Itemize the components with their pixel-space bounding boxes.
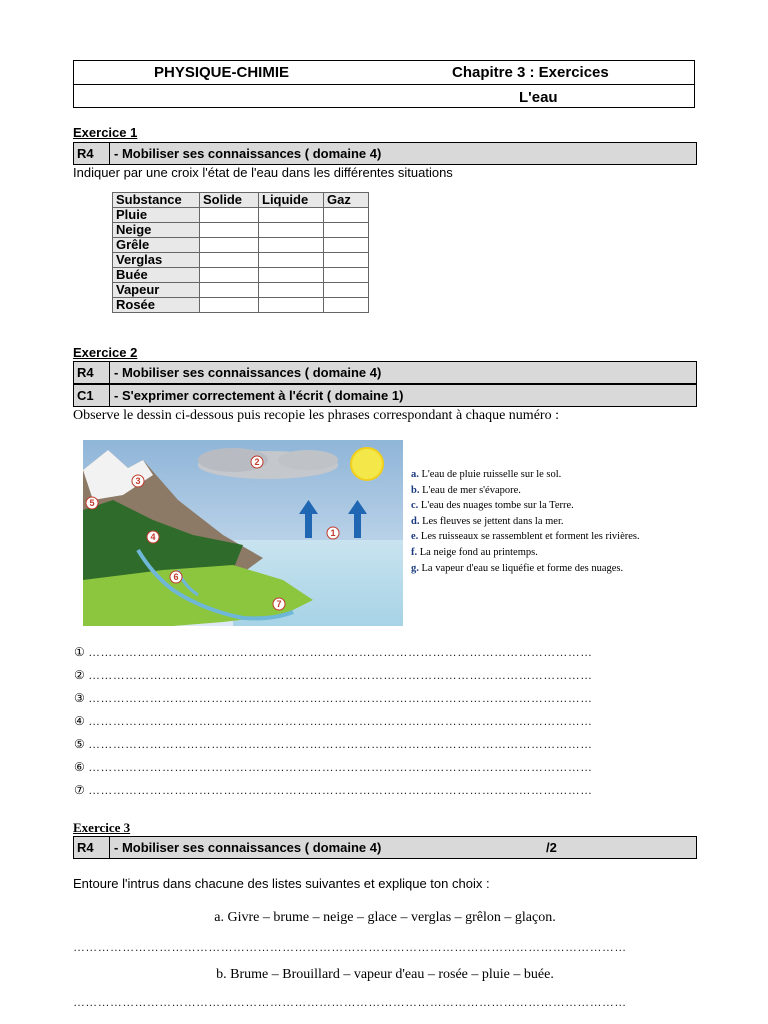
table-row (113, 223, 369, 238)
marker-3 (132, 475, 144, 487)
skill-label: - Mobiliser ses connaissances ( domaine 4) (114, 146, 382, 161)
answer-cell[interactable] (324, 238, 369, 253)
table-row (113, 268, 369, 283)
answer-cell[interactable] (200, 268, 259, 283)
answer-cell[interactable] (324, 298, 369, 313)
answer-cell[interactable] (259, 208, 324, 223)
skill-code: R4 (74, 837, 110, 858)
answer-cell[interactable] (324, 208, 369, 223)
skill-code: R4 (74, 143, 110, 164)
exercise-3-skill (73, 836, 697, 859)
marker-6 (170, 571, 182, 583)
skill-label: - S'exprimer correctement à l'écrit ( domaine 1) (114, 388, 404, 403)
svg-text:6: 6 (173, 572, 179, 582)
table-header-row (113, 193, 369, 208)
substance-cell: Verglas (113, 253, 200, 268)
chapter-title: Chapitre 3 : Exercices (452, 64, 609, 81)
skill-code: C1 (74, 385, 110, 406)
exercise-1-skill (73, 142, 697, 165)
substance-cell: Neige (113, 223, 200, 238)
table-row (113, 283, 369, 298)
answer-cell[interactable] (259, 223, 324, 238)
answer-line-1[interactable]: ① …………………………………………………………………………………………………………… (74, 645, 593, 659)
table-row (113, 298, 369, 313)
answer-cell[interactable] (324, 283, 369, 298)
answer-cell[interactable] (200, 298, 259, 313)
marker-4 (147, 531, 159, 543)
substance-cell: Vapeur (113, 283, 200, 298)
answer-cell[interactable] (200, 223, 259, 238)
exercise-3-instruction: Entoure l'intrus dans chacune des listes suivantes et explique ton choix : (73, 876, 490, 891)
substance-cell: Pluie (113, 208, 200, 223)
water-cycle-illustration (83, 440, 403, 626)
marker-2 (251, 456, 263, 468)
svg-text:2: 2 (254, 457, 260, 467)
skill-label: - Mobiliser ses connaissances ( domaine 4) (114, 840, 382, 855)
answer-line-6[interactable]: ⑥ …………………………………………………………………………………………………………… (74, 760, 593, 774)
column-header: Solide (200, 193, 259, 208)
answer-cell[interactable] (324, 253, 369, 268)
answer-cell[interactable] (259, 253, 324, 268)
skill-label: - Mobiliser ses connaissances ( domaine 4) (114, 365, 382, 380)
answer-cell[interactable] (324, 223, 369, 238)
table-row (113, 238, 369, 253)
column-header: Substance (113, 193, 200, 208)
intruder-list-b[interactable]: b. Brume – Brouillard – vapeur d'eau – rosée – pluie – buée. (216, 967, 554, 982)
answer-line-5[interactable]: ⑤ …………………………………………………………………………………………………………… (74, 737, 593, 751)
marker-7 (273, 598, 285, 610)
substance-cell: Grêle (113, 238, 200, 253)
answer-line-4[interactable]: ④ …………………………………………………………………………………………………………… (74, 714, 593, 728)
water-cycle-legend (411, 467, 711, 576)
svg-text:3: 3 (135, 476, 141, 486)
exercise-2-skill-2 (73, 384, 697, 407)
topic-title: L'eau (519, 89, 558, 106)
page-header (73, 60, 695, 108)
legend-item: a. L'eau de pluie ruisselle sur le sol. (411, 469, 562, 480)
legend-item: f. La neige fond au printemps. (411, 546, 538, 558)
answer-cell[interactable] (259, 238, 324, 253)
water-state-table (112, 192, 369, 313)
intruder-list-a[interactable]: a. Givre – brume – neige – glace – verglas – grêlon – glaçon. (214, 910, 556, 925)
legend-item: c. L'eau des nuages tombe sur la Terre. (411, 500, 574, 512)
exercise-2-title: Exercice 2 (73, 345, 138, 360)
skill-code: R4 (74, 362, 110, 383)
explanation-line-a[interactable]: ……………………………………………………………………………………………………………………… (73, 940, 627, 954)
exercise-1-instruction: Indiquer par une croix l'état de l'eau dans les différentes situations (73, 165, 453, 180)
answer-line-3[interactable]: ③ …………………………………………………………………………………………………………… (74, 691, 593, 705)
substance-cell: Rosée (113, 298, 200, 313)
subject-title: PHYSIQUE-CHIMIE (154, 64, 290, 81)
answer-cell[interactable] (324, 268, 369, 283)
answer-cell[interactable] (200, 238, 259, 253)
answer-line-2[interactable]: ② …………………………………………………………………………………………………………… (74, 668, 593, 682)
exercise-2-skill-1 (73, 361, 697, 384)
svg-text:5: 5 (89, 498, 95, 508)
exercise-2-instruction: Observe le dessin ci-dessous puis recopie les phrases correspondant à chaque numéro : (73, 408, 559, 423)
answer-line-7[interactable]: ⑦ …………………………………………………………………………………………………………… (74, 783, 593, 797)
marker-1 (327, 527, 339, 539)
table-row (113, 253, 369, 268)
cloud-icon (198, 448, 338, 479)
column-header: Liquide (259, 193, 324, 208)
explanation-line-b[interactable]: ……………………………………………………………………………………………………………………… (73, 995, 627, 1009)
svg-text:4: 4 (150, 532, 156, 542)
svg-text:7: 7 (276, 599, 282, 609)
marker-5 (86, 497, 98, 509)
answer-cell[interactable] (200, 253, 259, 268)
svg-text:1: 1 (330, 528, 336, 538)
column-header: Gaz (324, 193, 369, 208)
header-row (74, 61, 694, 85)
substance-cell: Buée (113, 268, 200, 283)
score-label: /2 (546, 840, 557, 855)
table-row (113, 208, 369, 223)
answer-cell[interactable] (200, 283, 259, 298)
legend-item: g. La vapeur d'eau se liquéfie et forme des nuages. (411, 562, 624, 574)
answer-cell[interactable] (259, 283, 324, 298)
exercise-3-title: Exercice 3 (73, 820, 131, 835)
legend-item: d. Les fleuves se jettent dans la mer. (411, 515, 564, 527)
answer-cell[interactable] (200, 208, 259, 223)
exercise-1-title: Exercice 1 (73, 125, 138, 140)
answer-cell[interactable] (259, 268, 324, 283)
legend-item: b. L'eau de mer s'évapore. (411, 484, 521, 496)
sun-icon (351, 448, 383, 480)
legend-item: e. Les ruisseaux se rassemblent et forment les rivières. (411, 531, 640, 543)
answer-cell[interactable] (259, 298, 324, 313)
